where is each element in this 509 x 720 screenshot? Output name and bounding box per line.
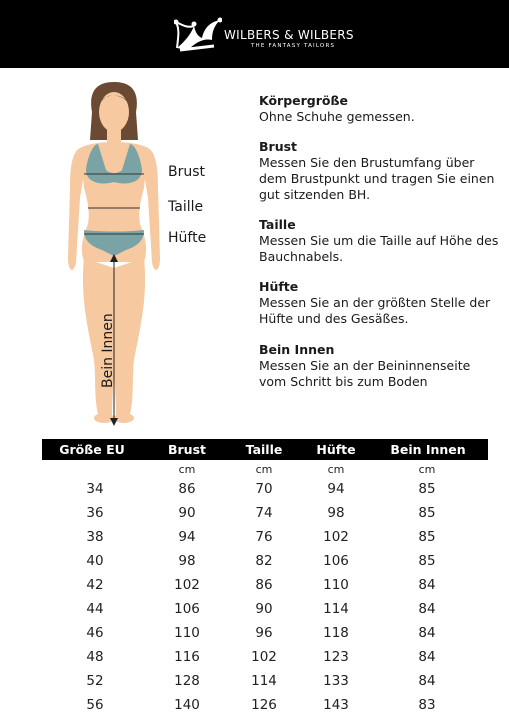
cell-bein-innen: 84: [418, 601, 436, 617]
jester-hat-logo-icon: [174, 14, 222, 54]
cell-brust: 90: [178, 505, 196, 521]
unit-label: cm: [255, 463, 273, 476]
desc-heading: Taille: [259, 217, 296, 232]
cell-brust: 110: [174, 625, 200, 641]
unit-label: cm: [418, 463, 436, 476]
desc-line: Bauchnabels.: [259, 249, 344, 264]
desc-line: Messen Sie den Brustumfang über: [259, 155, 475, 170]
desc-bein-innen: [259, 342, 499, 390]
cell-brust: 140: [174, 697, 200, 713]
cell-groesse: 46: [86, 625, 104, 641]
column-header-huefte: Hüfte: [316, 442, 356, 457]
cell-groesse: 36: [86, 505, 104, 521]
cell-taille: 86: [255, 577, 273, 593]
desc-taille: [259, 217, 499, 265]
size-table-header: [42, 439, 488, 460]
cell-taille: 74: [255, 505, 273, 521]
desc-line: Messen Sie an der Beininnenseite: [259, 358, 471, 373]
cell-bein-innen: 83: [418, 697, 436, 713]
cell-brust: 102: [174, 577, 200, 593]
label-huefte: Hüfte: [168, 230, 207, 246]
cell-bein-innen: 84: [418, 649, 436, 665]
head: [99, 92, 129, 132]
desc-heading: Brust: [259, 139, 298, 154]
column-header-groesse: Größe EU: [59, 442, 125, 457]
cell-huefte: 133: [323, 673, 349, 689]
cell-brust: 106: [174, 601, 200, 617]
cell-huefte: 110: [323, 577, 349, 593]
brand-tagline: THE FANTASY TAILORS: [251, 43, 336, 49]
cell-bein-innen: 84: [418, 577, 436, 593]
desc-line: Messen Sie an der größten Stelle der: [259, 295, 491, 310]
cell-groesse: 48: [86, 649, 104, 665]
cell-groesse: 34: [86, 481, 104, 497]
desc-line: gut sitzenden BH.: [259, 187, 371, 202]
cell-huefte: 94: [327, 481, 345, 497]
cell-groesse: 40: [86, 553, 104, 569]
label-bein-innen: Bein Innen: [100, 313, 116, 388]
cell-huefte: 102: [323, 529, 349, 545]
unit-label: cm: [327, 463, 345, 476]
unit-label: cm: [178, 463, 196, 476]
cell-huefte: 98: [327, 505, 345, 521]
cell-bein-innen: 85: [418, 481, 436, 497]
brand-name: WILBERS & WILBERS: [224, 28, 354, 42]
cell-brust: 86: [178, 481, 196, 497]
cell-taille: 90: [255, 601, 273, 617]
cell-huefte: 114: [323, 601, 349, 617]
brand-header: [0, 0, 509, 68]
cell-groesse: 38: [86, 529, 104, 545]
cell-brust: 98: [178, 553, 196, 569]
label-taille: Taille: [168, 199, 204, 215]
cell-brust: 116: [174, 649, 200, 665]
cell-taille: 96: [255, 625, 273, 641]
cell-huefte: 143: [323, 697, 349, 713]
cell-bein-innen: 85: [418, 529, 436, 545]
cell-bein-innen: 84: [418, 625, 436, 641]
cell-groesse: 42: [86, 577, 104, 593]
desc-line: Hüfte und des Gesäßes.: [259, 311, 409, 326]
cell-groesse: 44: [86, 601, 104, 617]
column-header-bein-innen: Bein Innen: [390, 442, 466, 457]
desc-brust: [259, 139, 499, 203]
cell-taille: 70: [255, 481, 273, 497]
cell-taille: 126: [251, 697, 277, 713]
cell-taille: 76: [255, 529, 273, 545]
desc-line: Messen Sie um die Taille auf Höhe des: [259, 233, 499, 248]
cell-huefte: 106: [323, 553, 349, 569]
cell-huefte: 123: [323, 649, 349, 665]
desc-heading: Hüfte: [259, 279, 299, 294]
cell-groesse: 56: [86, 697, 104, 713]
cell-taille: 114: [251, 673, 277, 689]
desc-heading: Körpergröße: [259, 93, 348, 108]
cell-taille: 102: [251, 649, 277, 665]
desc-koerpergroesse: [259, 93, 499, 125]
cell-brust: 94: [178, 529, 196, 545]
cell-bein-innen: 84: [418, 673, 436, 689]
cell-taille: 82: [255, 553, 273, 569]
desc-line: Ohne Schuhe gemessen.: [259, 109, 415, 124]
label-brust: Brust: [168, 164, 206, 180]
desc-heading: Bein Innen: [259, 342, 335, 357]
desc-huefte: [259, 279, 499, 327]
cell-bein-innen: 85: [418, 505, 436, 521]
cell-groesse: 52: [86, 673, 104, 689]
cell-bein-innen: 85: [418, 553, 436, 569]
desc-line: vom Schritt bis zum Boden: [259, 374, 428, 389]
desc-line: dem Brustpunkt und tragen Sie einen: [259, 171, 495, 186]
cell-brust: 128: [174, 673, 200, 689]
column-header-brust: Brust: [167, 442, 206, 457]
cell-huefte: 118: [323, 625, 349, 641]
column-header-taille: Taille: [245, 442, 283, 457]
